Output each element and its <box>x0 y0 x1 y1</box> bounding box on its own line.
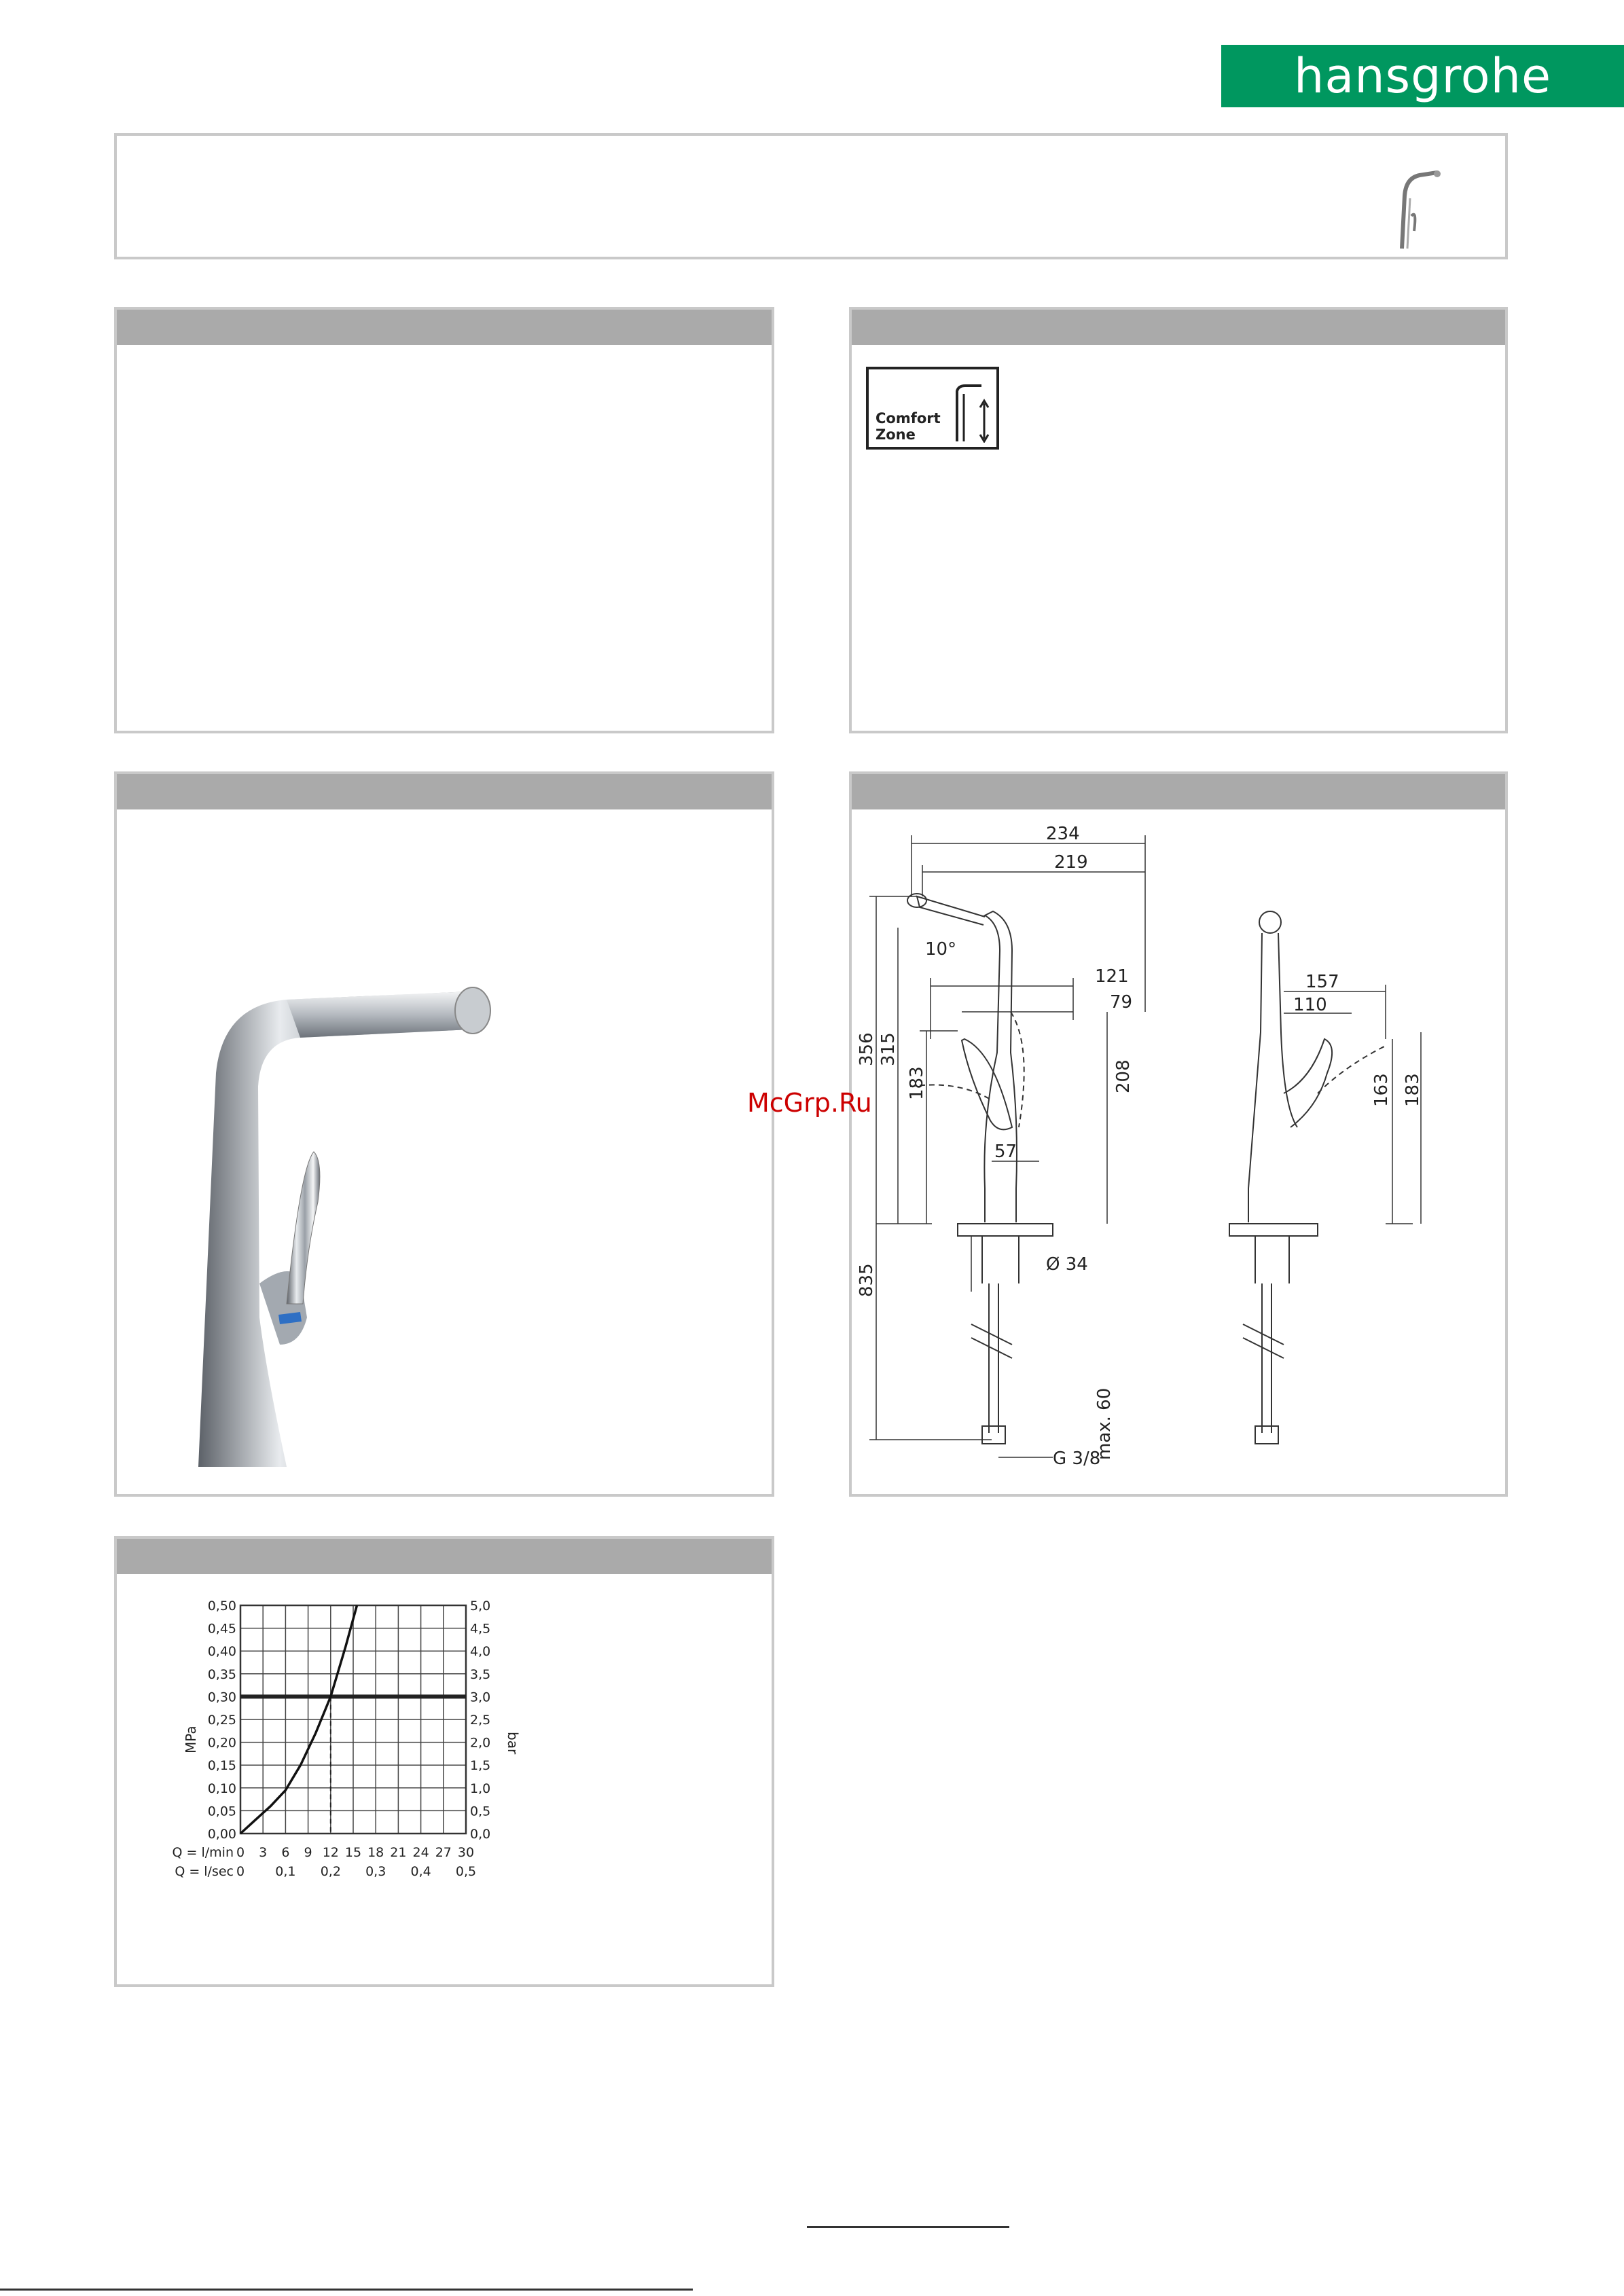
x-tick-lsec-label: 0,2 <box>320 1864 341 1879</box>
y-axis-label-bar: bar <box>505 1732 521 1755</box>
y-tick-right-label: 5,0 <box>470 1599 491 1614</box>
y-tick-left-label: 0,50 <box>207 1599 236 1614</box>
y-tick-right-label: 0,5 <box>470 1804 491 1819</box>
y-tick-right-label: 4,0 <box>470 1644 491 1660</box>
dim-315: 315 <box>878 1032 899 1066</box>
y-tick-left-label: 0,10 <box>207 1781 236 1796</box>
dim-57: 57 <box>994 1142 1017 1162</box>
dim-835: 835 <box>856 1263 877 1297</box>
dim-219: 219 <box>1054 852 1088 873</box>
dim-356: 356 <box>856 1032 877 1066</box>
panel-header <box>852 310 1505 345</box>
x-tick-lmin-label: 15 <box>344 1845 362 1860</box>
comfort-zone-line2: Zone <box>876 426 916 443</box>
x-tick-lmin-label: 3 <box>259 1845 268 1860</box>
y-tick-right-label: 3,0 <box>470 1690 491 1705</box>
y-tick-right-label: 1,0 <box>470 1781 491 1796</box>
dim-183: 183 <box>907 1066 927 1100</box>
comfort-zone-line1: Comfort <box>876 410 941 426</box>
y-tick-left-label: 0,30 <box>207 1690 236 1705</box>
flow-pressure-chart <box>156 1596 537 1908</box>
y-tick-left-label: 0,05 <box>207 1804 236 1819</box>
panel-header <box>117 774 772 809</box>
dimension-drawing <box>849 808 1508 1494</box>
y-tick-left-label: 0,20 <box>207 1735 236 1751</box>
hansgrohe-logo <box>1221 45 1624 107</box>
y-tick-right-label: 0,0 <box>470 1827 491 1842</box>
logo-text: hansgrohe <box>1293 48 1552 104</box>
comfort-zone-faucet-icon <box>950 378 995 443</box>
x-tick-lsec-label: 0,4 <box>410 1864 431 1879</box>
x-tick-lmin-label: 6 <box>281 1845 290 1860</box>
y-ticks-right <box>470 1599 490 1842</box>
x-row1-label: Q = l/min <box>172 1845 234 1860</box>
x-tick-lsec-label: 0,1 <box>275 1864 296 1879</box>
dim-79: 79 <box>1110 992 1133 1013</box>
kitchen-faucet-image <box>185 964 619 1480</box>
comfort-zone-badge <box>866 367 999 450</box>
title-box <box>114 133 1508 259</box>
y-tick-left-label: 0,00 <box>207 1827 236 1842</box>
x-tick-lmin-label: 21 <box>390 1845 407 1860</box>
watermark: McGrp.Ru <box>747 1088 872 1118</box>
y-tick-right-label: 2,5 <box>470 1713 491 1728</box>
product-image-panel <box>114 771 774 1497</box>
bottom-rule <box>0 2289 693 2291</box>
dim-diameter-34: Ø 34 <box>1046 1254 1088 1275</box>
dim-g-3-8: G 3/8 <box>1053 1448 1101 1469</box>
dim-208: 208 <box>1113 1059 1134 1093</box>
chart-grid <box>240 1605 466 1834</box>
y-tick-left-label: 0,45 <box>207 1621 236 1637</box>
x-tick-lmin-label: 12 <box>322 1845 339 1860</box>
x-tick-lmin-label: 0 <box>236 1845 245 1860</box>
dim-110: 110 <box>1293 995 1327 1015</box>
dim-121: 121 <box>1095 966 1129 987</box>
x-tick-lmin-label: 24 <box>412 1845 429 1860</box>
dim-10-degrees: 10° <box>925 939 957 960</box>
y-tick-left-label: 0,15 <box>207 1758 236 1774</box>
x-tick-lmin-label: 18 <box>367 1845 384 1860</box>
y-tick-right-label: 1,5 <box>470 1758 491 1774</box>
x-tick-lmin-label: 9 <box>304 1845 312 1860</box>
panel-header <box>117 1539 772 1574</box>
x-tick-lsec-label: 0,3 <box>365 1864 386 1879</box>
y-ticks-left <box>208 1599 236 1842</box>
x-ticks-lmin <box>236 1845 474 1860</box>
dim-183-side: 183 <box>1403 1073 1423 1107</box>
footer-rule <box>807 2226 1009 2228</box>
y-axis-label-mpa: MPa <box>183 1726 199 1753</box>
faucet-thumbnail-icon <box>1387 168 1441 250</box>
y-tick-right-label: 3,5 <box>470 1666 491 1682</box>
panel-header <box>117 310 772 345</box>
x-tick-lmin-label: 30 <box>457 1845 475 1860</box>
y-tick-right-label: 4,5 <box>470 1621 491 1637</box>
y-tick-left-label: 0,40 <box>207 1644 236 1660</box>
y-tick-left-label: 0,25 <box>207 1713 236 1728</box>
y-tick-left-label: 0,35 <box>207 1666 236 1682</box>
dim-max-60: max. 60 <box>1094 1387 1115 1460</box>
x-tick-lmin-label: 27 <box>435 1845 452 1860</box>
panel-header <box>852 774 1505 809</box>
y-tick-right-label: 2,0 <box>470 1735 491 1751</box>
description-panel <box>114 307 774 733</box>
x-row2-label: Q = l/sec <box>175 1864 234 1879</box>
dim-163: 163 <box>1371 1073 1392 1107</box>
dim-234: 234 <box>1046 824 1080 844</box>
x-tick-lsec-label: 0 <box>236 1864 245 1879</box>
dim-157: 157 <box>1305 972 1339 992</box>
x-ticks-lsec <box>236 1864 476 1879</box>
x-tick-lsec-label: 0,5 <box>455 1864 477 1879</box>
